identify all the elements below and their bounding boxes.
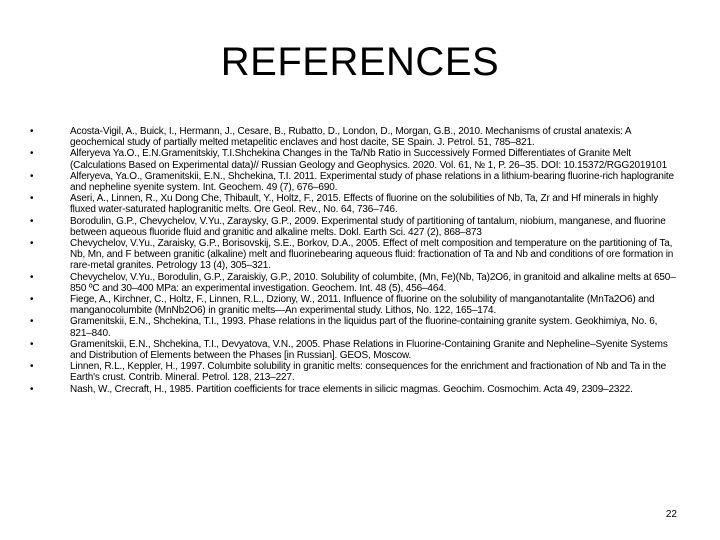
slide-title: REFERENCES bbox=[220, 40, 500, 84]
reference-item bbox=[30, 126, 680, 148]
bullet-icon: • bbox=[30, 148, 34, 160]
reference-item bbox=[30, 339, 680, 361]
reference-item bbox=[30, 272, 680, 294]
reference-item bbox=[30, 216, 680, 238]
bullet-icon: • bbox=[30, 193, 34, 205]
reference-item bbox=[30, 316, 680, 338]
reference-text: Chevychelov, V.Yu., Zaraisky, G.P., Borisovskij, S.E., Borkov, D.A., 2005. Effect of melt composition and temperature on the partitioning of Ta, Nb, Mn, and F between granitic (alkaline) melt and fluorinebearing aqueous fluid: fractionation of Ta and Nb and conditions of ore formation in rare-metal granites. Petrology 13 (4), 305–321. bbox=[70, 238, 674, 272]
bullet-icon: • bbox=[30, 271, 34, 283]
page-number: 22 bbox=[665, 509, 677, 520]
bullet-icon: • bbox=[30, 170, 34, 182]
reference-text: Nash, W., Crecraft, H., 1985. Partition coefficients for trace elements in silicic magmas. Geochim. Cosmochim. Acta 49, 2309–2322. bbox=[70, 383, 633, 395]
reference-item bbox=[30, 148, 680, 170]
reference-text: Alferyeva, Ya.O., Gramenitskii, E.N., Shchekina, T.I. 2011. Experimental study of phase relations in a lithium-bearing fluorine-rich haplogranite and nepheline syenite system. Int. Geochem. 49 (7), 676–690. bbox=[70, 170, 674, 194]
reference-text: Acosta-Vigil, A., Buick, I., Hermann, J., Cesare, B., Rubatto, D., London, D., Morgan, G.B., 2010. Mechanisms of crustal anatexis: A geochemical study of partially melted metapelitic enclaves and host dacite, SE Spain. J. Petrol. 51, 785–821. bbox=[70, 126, 631, 149]
reference-text: Chevychelov, V.Yu., Borodulin, G.P., Zaraiskiy, G.P., 2010. Solubility of columbite, (Mn, Fe)(Nb, Ta)2O6, in granitoid and alkaline melts at 650–850 ºC and 30–400 MPa: an experimental investigation. Geochem. Int. 48 (5), 456–464. bbox=[70, 271, 676, 294]
reference-text: Alferyeva Ya.O., E.N.Gramenitskiy, T.I.Shchekina Changes in the Ta/Nb Ratio in Successively Formed Differentiates of Granite Melt (Calculations Based on Experimental data)// Russian Geology and Geophysics. 2020. Vol. 61, № 1, P. 26–35. DOI: 10.15372/RGG2019101 bbox=[70, 148, 667, 171]
reference-text: Gramenitskii, E.N., Shchekina, T.I., Devyatova, V.N., 2005. Phase Relations in Fluorine-Containing Granite and Nepheline–Syenite Systems and Distribution of Elements between the Phases [in Russian]. GEOS, Moscow. bbox=[70, 338, 668, 362]
reference-item bbox=[30, 361, 680, 383]
reference-text: Aseri, A., Linnen, R., Xu Dong Che, Thibault, Y., Holtz, F., 2015. Effects of fluorine on the solubilities of Nb, Ta, Zr and Hf minerals in highly fluxed water-saturated haplogranitic melts. Ore Geol. Rev., No. 64, 736–746. bbox=[70, 193, 659, 216]
reference-item bbox=[30, 238, 680, 272]
reference-text: Gramenitskii, E.N., Shchekina, T.I., 1993. Phase relations in the liquidus part of the fluorine-containing granite system. Geokhimiya, No. 6, 821–840. bbox=[70, 316, 658, 339]
bullet-icon: • bbox=[30, 338, 34, 350]
reference-text: Fiege, A., Kirchner, C., Holtz, F., Linnen, R.L., Dziony, W., 2011. Influence of fluorine on the solubility of manganotantalite (MnTa2O6) and manganocolumbite (MnNb2O6) in granitic melts—An experimental study. Lithos, No. 122, 165–174. bbox=[70, 294, 655, 317]
reference-list bbox=[30, 126, 680, 395]
reference-item bbox=[30, 171, 680, 193]
bullet-icon: • bbox=[30, 361, 34, 373]
bullet-icon: • bbox=[30, 294, 34, 306]
bullet-icon: • bbox=[30, 383, 34, 395]
bullet-icon: • bbox=[30, 126, 34, 137]
reference-item bbox=[30, 193, 680, 215]
bullet-icon: • bbox=[30, 215, 34, 227]
bullet-icon: • bbox=[30, 316, 34, 328]
reference-item bbox=[30, 384, 680, 395]
reference-text: Borodulin, G.P., Chevychelov, V.Yu., Zaraysky, G.P., 2009. Experimental study of partitioning of tantalum, niobium, manganese, and fluorine between aqueous fluoride fluid and granitic and alkaline melts. Dokl. Earth Sci. 427 (2), 868–873 bbox=[70, 215, 666, 238]
reference-item bbox=[30, 294, 680, 316]
bullet-icon: • bbox=[30, 238, 34, 250]
reference-text: Linnen, R.L., Keppler, H., 1997. Columbite solubility in granitic melts: consequences for the enrichment and fractionation of Nb and Ta in the Earth's crust. Contrib. Mineral. Petrol. 128, 213–227. bbox=[70, 361, 667, 384]
